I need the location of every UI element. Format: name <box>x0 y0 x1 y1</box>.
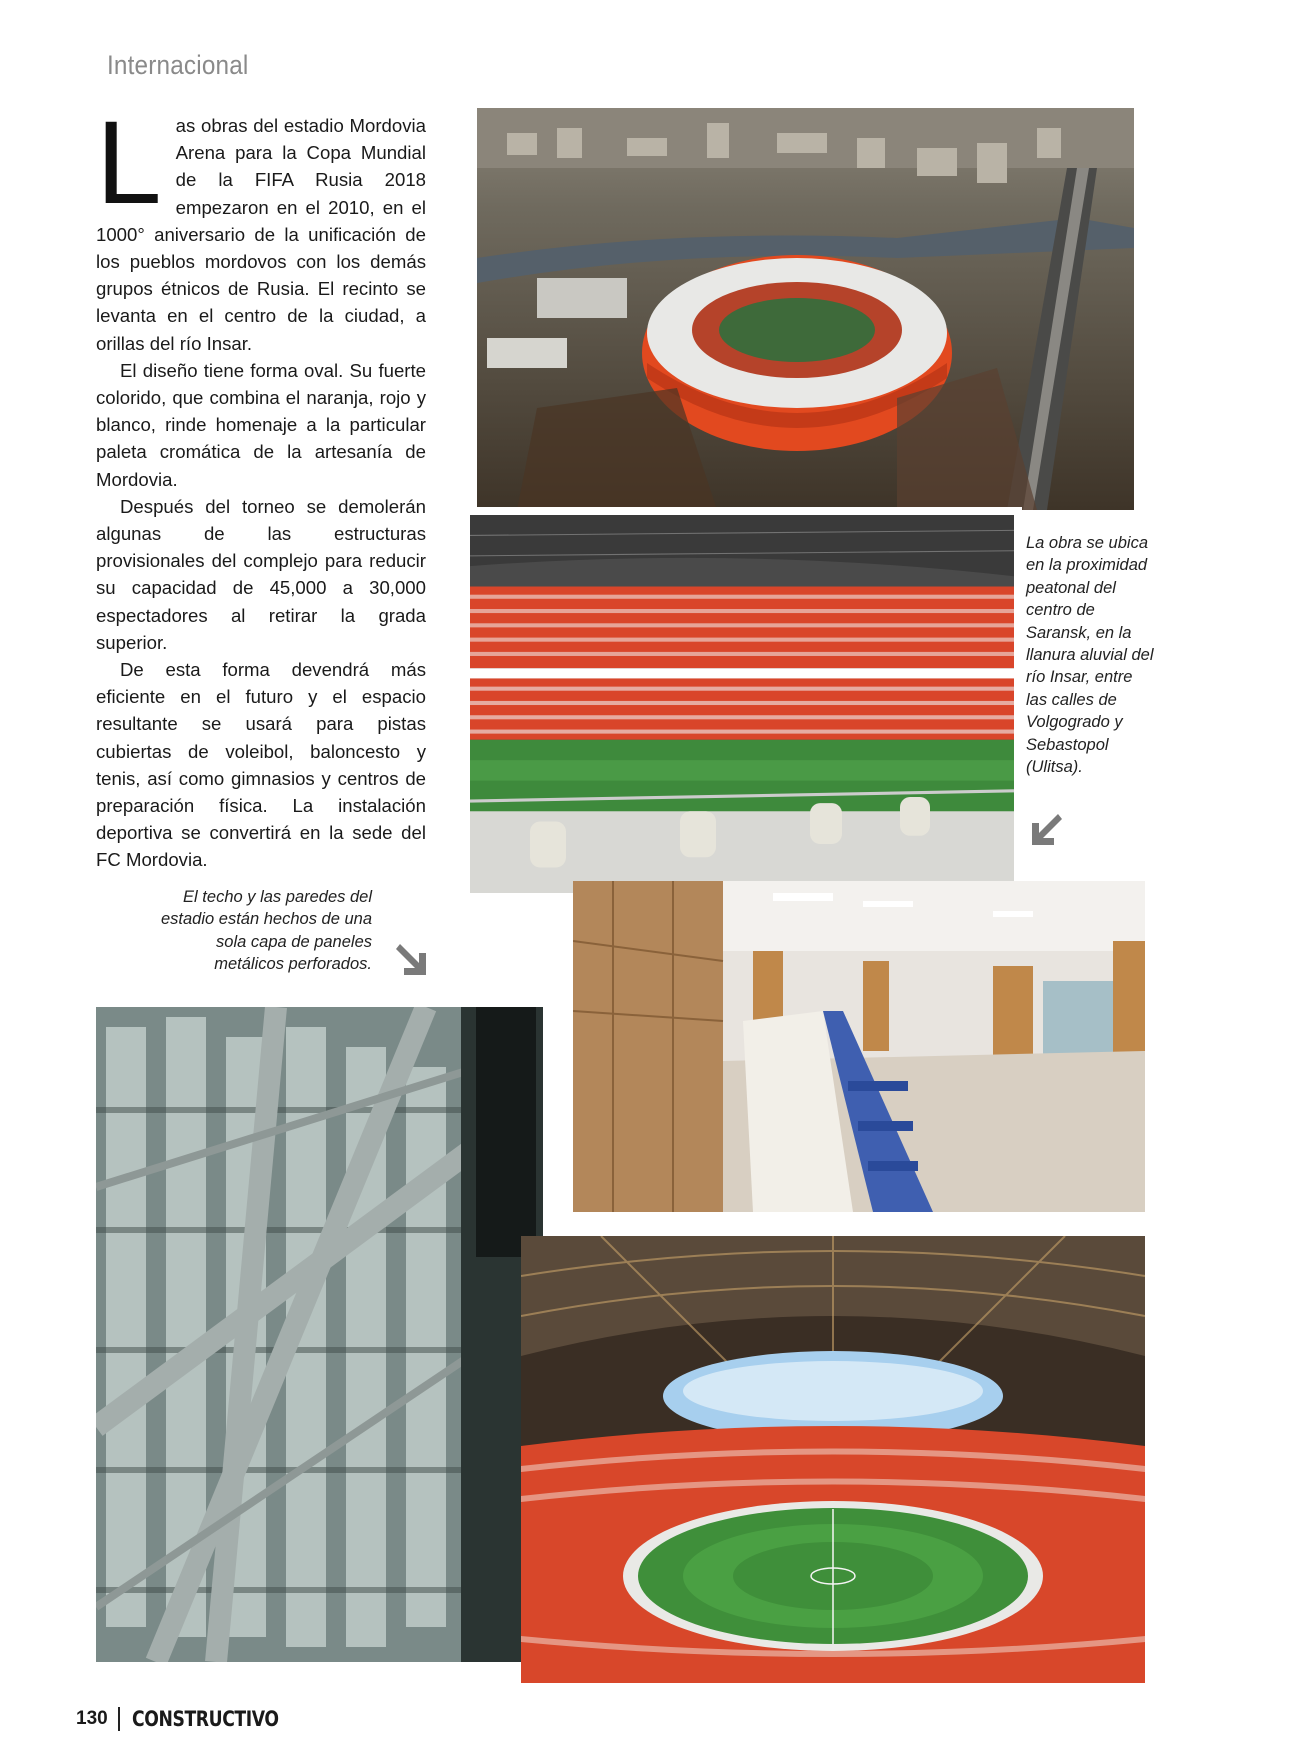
paragraph-1-text: as obras del estadio Mordovia Arena para la Copa Mundial de la FIFA Rusia 2018 empezaron en el 2010, en el 1000° aniversario de la unificación de los pueblos mordovos con los demás grupos étnicos de Rusia. El recinto se levanta en el centro de la ciudad, a orillas del río Insar. <box>96 115 426 354</box>
arrow-down-right-icon <box>392 941 428 977</box>
concourse-photo <box>573 881 1145 1212</box>
page-number: 130 <box>76 1708 108 1729</box>
page-footer <box>76 1707 311 1731</box>
article-body <box>96 97 426 874</box>
paragraph-3: Después del torneo se demolerán algunas de las estructuras provisionales del complejo para reducir su capacidad de 45,000 a 30,000 espectadores al retirar la grada superior. <box>96 495 426 653</box>
arrow-down-left-icon <box>1030 811 1066 847</box>
paragraph-4: De esta forma devendrá más eficiente en el futuro y el espacio resultante se usará para pistas cubiertas de voleibol, baloncesto y tenis, así como gimnasios y centros de preparación física. La instalación deportiva se convertirá en la sede del FC Mordovia. <box>96 659 426 871</box>
footer-divider <box>118 1707 120 1731</box>
paragraph-1 <box>96 97 426 357</box>
paragraph-2: El diseño tiene forma oval. Su fuerte colorido, que combina el naranja, rojo y blanco, rinde homenaje a la particular paleta cromática de la artesanía de Mordovia. <box>96 359 426 490</box>
section-title: Internacional <box>107 50 249 80</box>
magazine-name: CONSTRUCTIVO <box>131 1707 279 1731</box>
aerial-stadium-photo <box>477 108 1134 510</box>
caption-panels: El techo y las paredes del estadio están hechos de una sola capa de paneles metálicos perforados. <box>161 888 372 974</box>
stadium-bowl-photo <box>521 1236 1145 1683</box>
facade-panels-photo <box>96 1007 543 1662</box>
caption-location: La obra se ubica en la proximidad peatonal del centro de Saransk, en la llanura aluvial del río Insar, entre las calles de Volgogrado y Sebastopol (Ulitsa). <box>1026 534 1154 777</box>
stands-interior-photo <box>470 507 1022 893</box>
drop-cap: L <box>96 97 162 229</box>
